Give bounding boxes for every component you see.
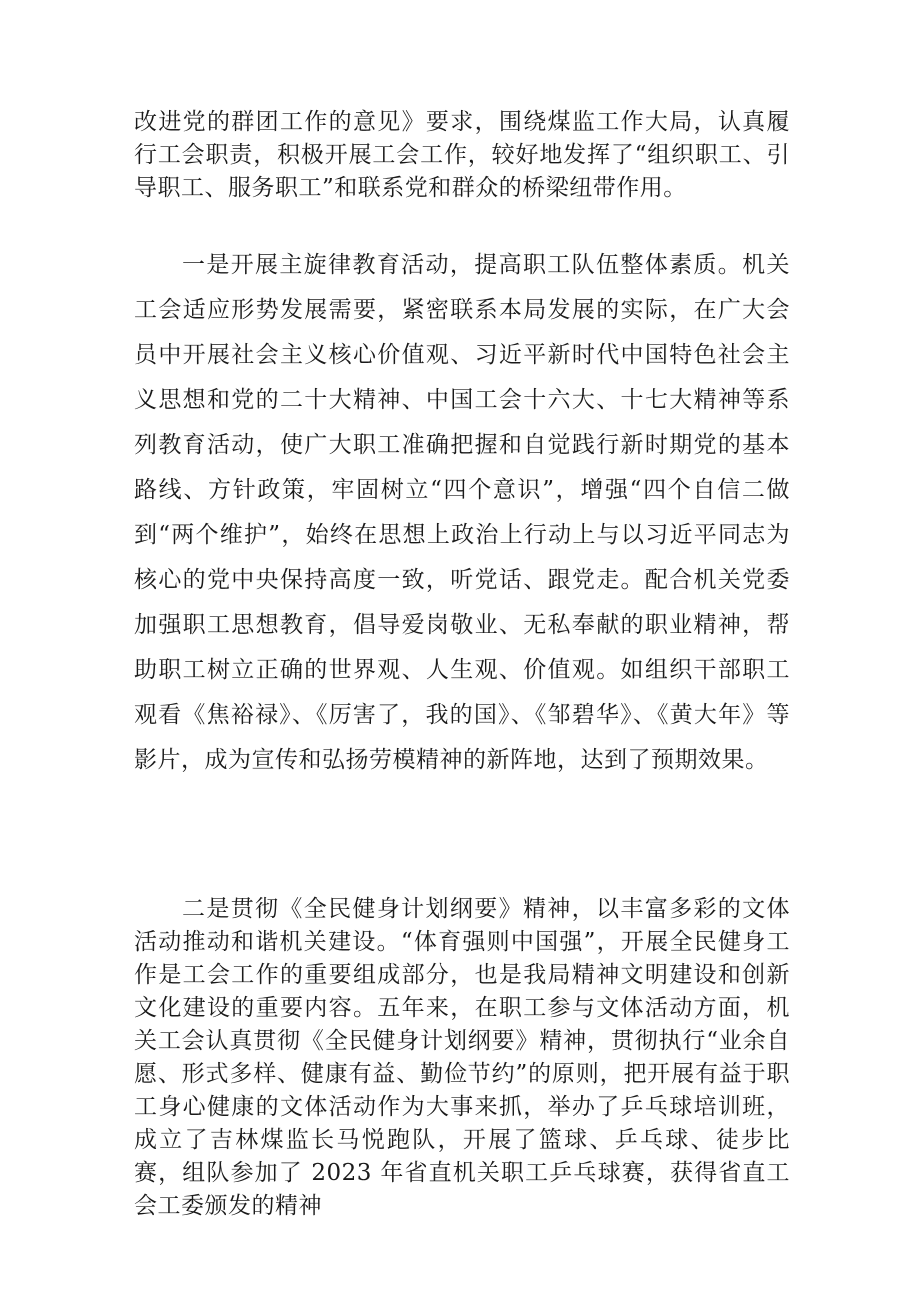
paragraph-fitness-activities: 二是贯彻《全民健身计划纲要》精神，以丰富多彩的文体活动推动和谐机关建设。“体育强则中国强”，开展全民健身工作是工会工作的重要组成部分，也是我局精神文明建设和创新文化建设的重要内容。五年来，在职工参与文体活动方面，机关工会认真贯彻《全民健身计划纲要》精神，贯彻执行“业余自愿、形式多样、健康有益、勤俭节约”的原则，把开展有益于职工身心健康的文体活动作为大事来抓，举办了乒乓球培训班，成立了吉林煤监长马悦跑队，开展了篮球、乒乓球、徒步比赛，组队参加了 2023 年省直机关职工乒乓球赛，获得省直工会工委颁发的精神 [134,896,790,1219]
paragraph-continuation: 改进党的群团工作的意见》要求，围绕煤监工作大局，认真履行工会职责，积极开展工会工作，较好地发挥了“组织职工、引导职工、服务职工”和联系党和群众的桥梁纽带作用。 [134,109,790,201]
paragraph-theme-education: 一是开展主旋律教育活动，提高职工队伍整体素质。机关工会适应形势发展需要，紧密联系本局发展的实际，在广大会员中开展社会主义核心价值观、习近平新时代中国特色社会主义思想和党的二十大精神、中国工会十六大、十七大精神等系列教育活动，使广大职工准确把握和自觉践行新时期党的基本路线、方针政策，牢固树立“四个意识”，增强“四个自信二做到“两个维护”，始终在思想上政治上行动上与以习近平同志为核心的党中央保持高度一致，听党话、跟党走。配合机关党委加强职工思想教育，倡导爱岗敬业、无私奉献的职业精神，帮助职工树立正确的世界观、人生观、价值观。如组织干部职工观看《焦裕禄》、《厉害了，我的国》、《邹碧华》、《黄大年》等影片，成为宣传和弘扬劳模精神的新阵地，达到了预期效果。 [134,252,790,773]
